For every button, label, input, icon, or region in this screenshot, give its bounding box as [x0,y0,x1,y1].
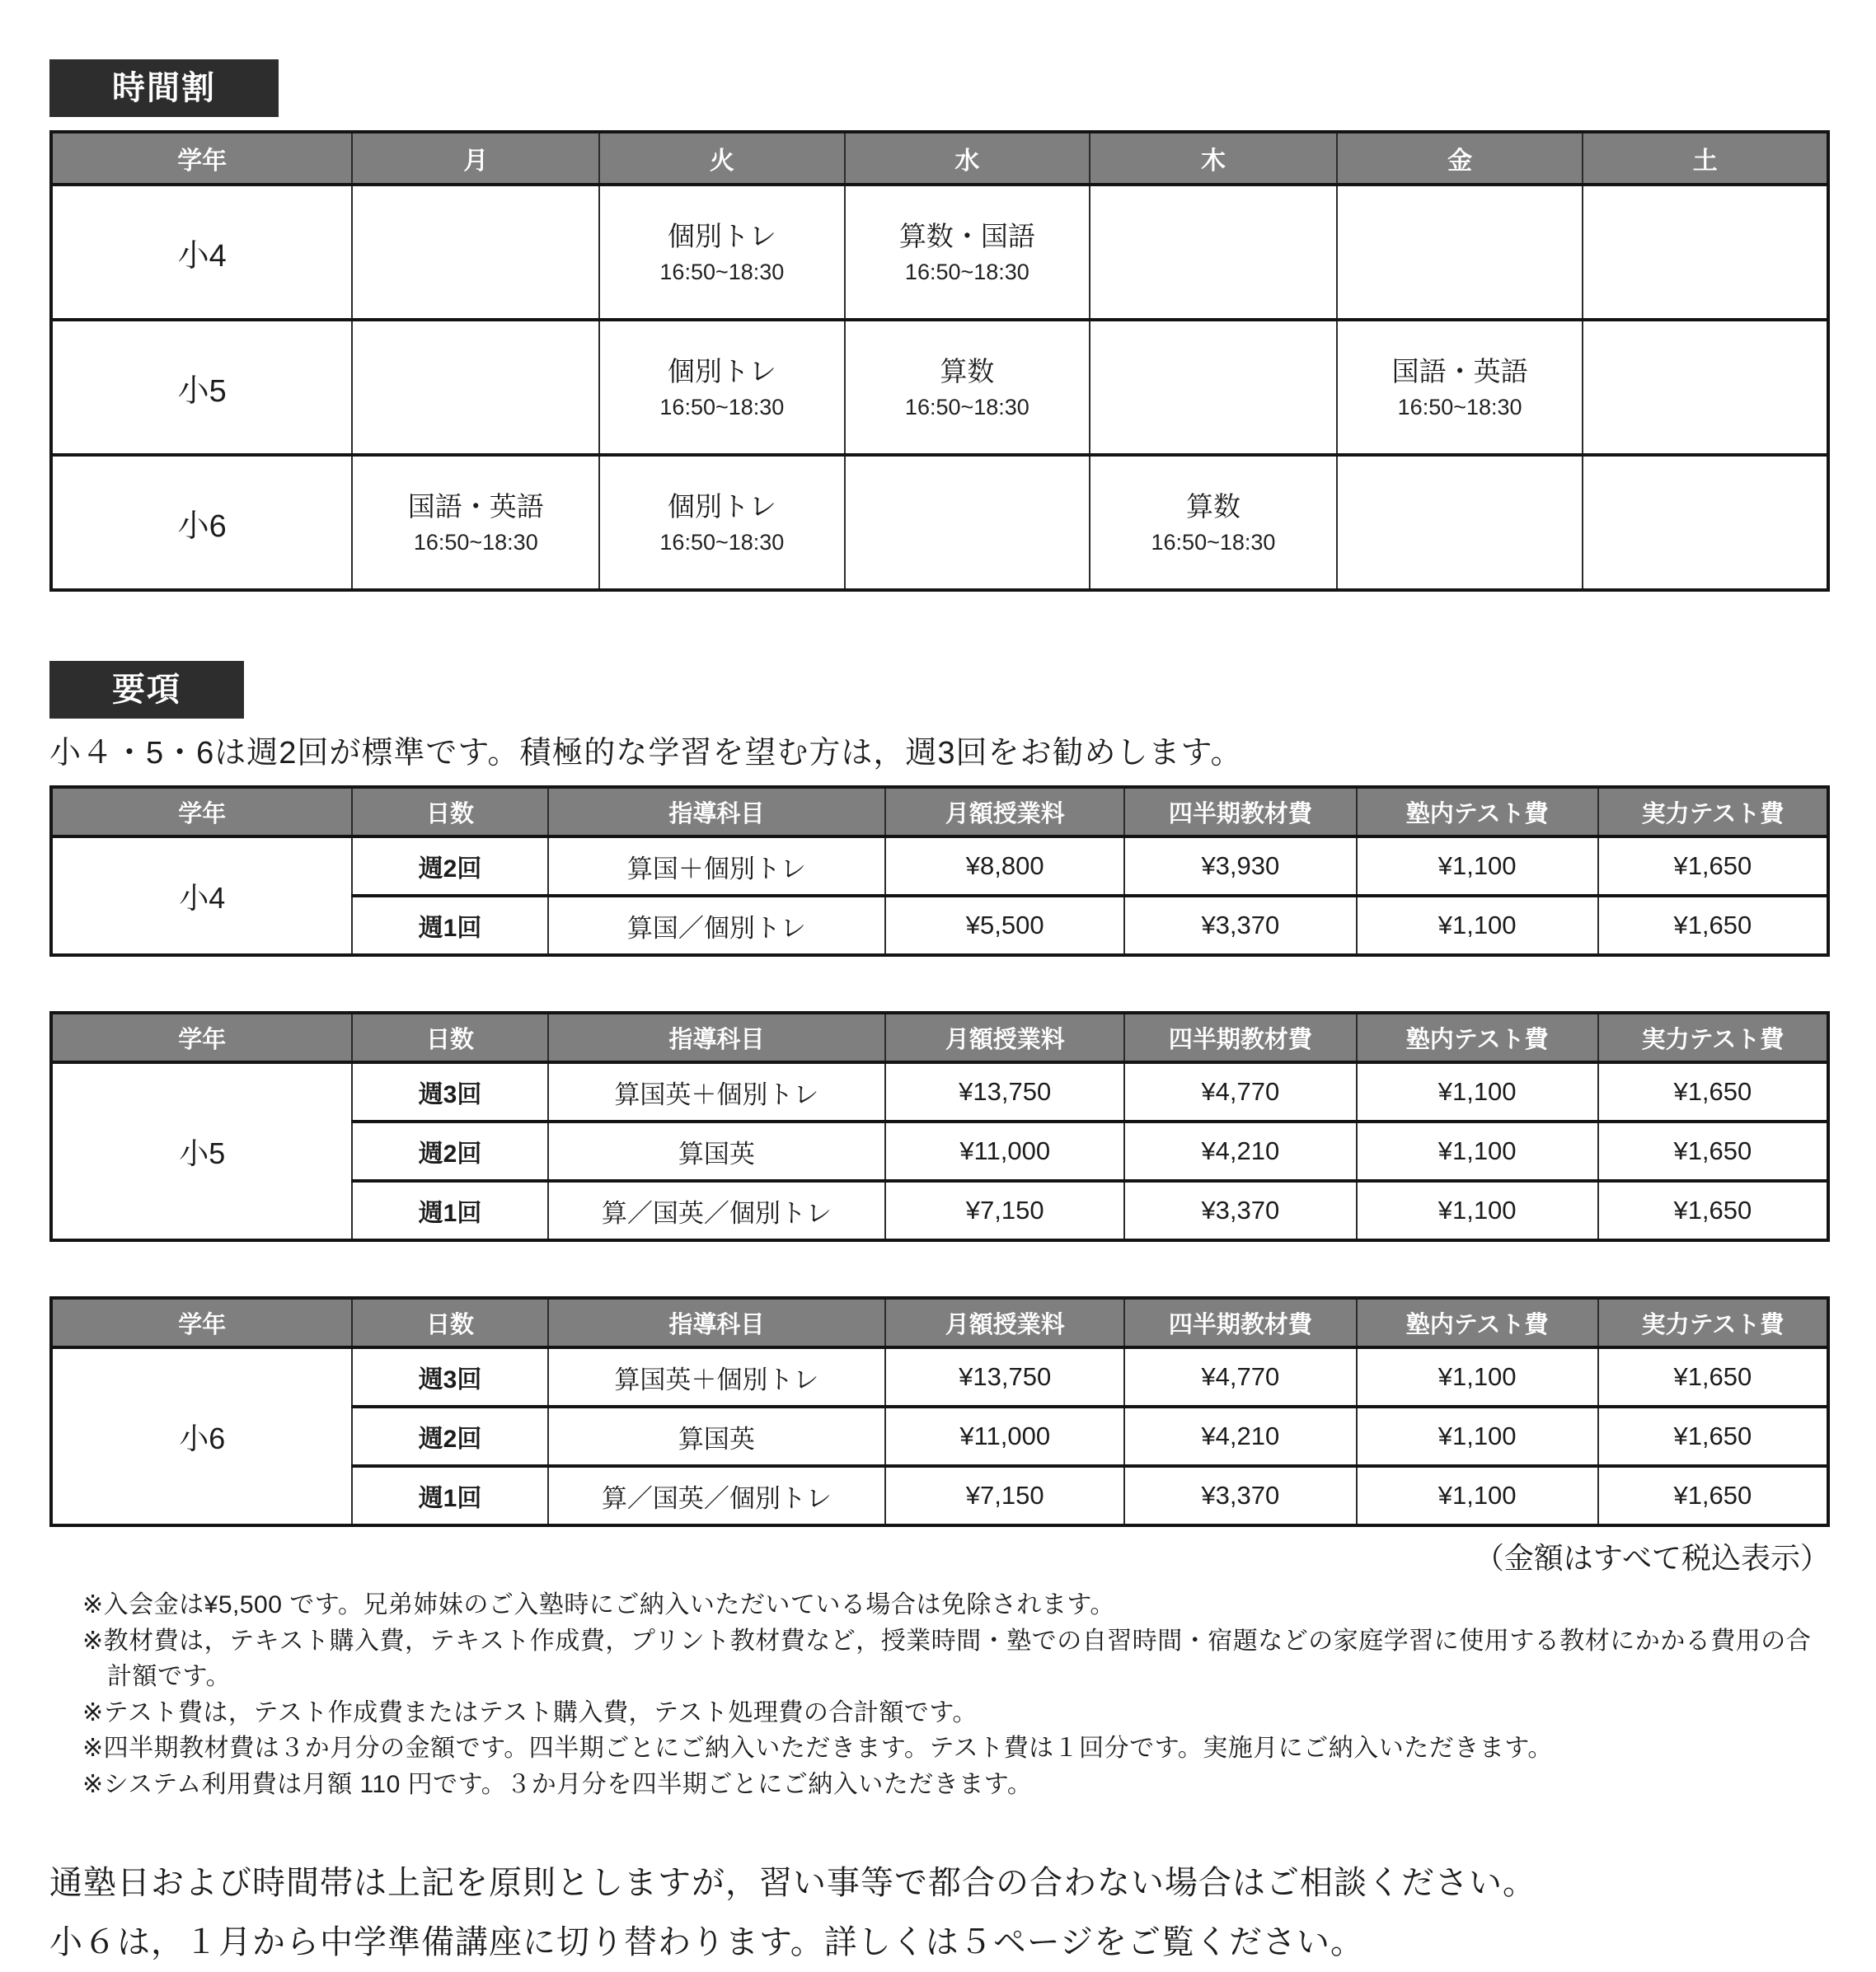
timetable-header-cell: 月 [352,132,599,185]
fee-tables-slot [49,785,1830,1527]
timetable-header-cell: 金 [1337,132,1583,185]
fee-table-gap [49,957,1830,1011]
schedule-cell [845,320,1090,455]
fee-head [51,1013,1828,1062]
materials-fee-cell: ¥3,370 [1124,1466,1356,1525]
fee-body [51,1062,1828,1240]
days-cell: 週2回 [352,1122,547,1181]
materials-fee-cell: ¥4,770 [1124,1062,1356,1122]
fee-body [51,1347,1828,1525]
fee-head [51,1298,1828,1347]
ability-test-fee-cell: ¥1,650 [1598,836,1828,896]
time-text: 16:50~18:30 [413,530,538,555]
fee-header-cell: 学年 [51,1298,352,1347]
juku-test-fee-cell: ¥1,100 [1357,1407,1598,1466]
subjects-cell: 算国英＋個別トレ [548,1347,886,1407]
timetable-row [51,455,1828,590]
fee-header-cell: 月額授業料 [885,787,1124,836]
fee-header-cell: 四半期教材費 [1124,1298,1356,1347]
days-cell: 週3回 [352,1062,547,1122]
grade-cell: 小6 [51,1347,352,1525]
timetable-row [51,185,1828,320]
time-text: 16:50~18:30 [1151,530,1276,555]
fee-header-cell: 月額授業料 [885,1013,1124,1062]
subjects-cell: 算国英 [548,1407,886,1466]
schedule-cell [599,455,845,590]
ability-test-fee-cell: ¥1,650 [1598,1407,1828,1466]
fee-row [51,1062,1828,1122]
subject-text: 個別トレ [667,220,776,251]
materials-fee-cell: ¥3,930 [1124,836,1356,896]
monthly-fee-cell: ¥11,000 [885,1122,1124,1181]
fee-header-cell: 実力テスト費 [1598,787,1828,836]
time-text: 16:50~18:30 [1397,395,1522,420]
fee-header-cell: 実力テスト費 [1598,1013,1828,1062]
timetable-slot [49,130,1830,592]
fee-table-小4 [49,785,1830,957]
days-cell: 週2回 [352,836,547,896]
schedule-cell [352,185,599,320]
grade-cell: 小5 [51,1062,352,1240]
youkou-section-header [49,661,1830,719]
fee-table-小6 [49,1296,1830,1527]
subject-text: 国語・英語 [407,490,544,522]
monthly-fee-cell: ¥8,800 [885,836,1124,896]
schedule-cell [1337,320,1583,455]
intro-text: 小４・5・6は週2回が標準です。積極的な学習を望む方は，週3回をお勧めします。 [49,736,1243,771]
tax-note: （金額はすべて税込表示） [1474,1541,1830,1575]
days-cell: 週3回 [352,1347,547,1407]
fee-header-cell: 日数 [352,787,547,836]
footer [49,1853,1830,1972]
juku-test-fee-cell: ¥1,100 [1357,1062,1598,1122]
subject-text: 個別トレ [667,355,776,386]
fee-header-cell: 指導科目 [548,1298,886,1347]
materials-fee-cell: ¥3,370 [1124,896,1356,955]
schedule-cell [1337,185,1583,320]
fee-header-row [51,787,1828,836]
schedule-cell [1337,455,1583,590]
days-cell: 週1回 [352,1466,547,1525]
timetable-body [51,185,1828,590]
schedule-cell [1583,455,1828,590]
monthly-fee-cell: ¥13,750 [885,1062,1124,1122]
days-cell: 週1回 [352,896,547,955]
note-item: ※入会金は¥5,500 です。兄弟姉妹のご入塾時にご納入いただいている場合は免除されます。 [82,1591,1115,1618]
schedule-cell [352,320,599,455]
timetable-head [51,132,1828,185]
juku-test-fee-cell: ¥1,100 [1357,836,1598,896]
schedule-cell [1090,455,1337,590]
schedule-cell [845,185,1090,320]
subjects-cell: 算／国英／個別トレ [548,1466,886,1525]
timetable-section-header [49,59,1830,117]
fee-header-row [51,1013,1828,1062]
juku-test-fee-cell: ¥1,100 [1357,1122,1598,1181]
materials-fee-cell: ¥4,770 [1124,1347,1356,1407]
fee-row [51,1347,1828,1407]
fee-header-cell: 指導科目 [548,1013,886,1062]
fee-header-cell: 実力テスト費 [1598,1298,1828,1347]
timetable-header-cell: 学年 [51,132,352,185]
schedule-cell [845,455,1090,590]
footer-line: 小６は，１月から中学準備講座に切り替わります。詳しくは５ページをご覧ください。 [49,1924,1364,1960]
schedule-cell [1583,185,1828,320]
fee-header-cell: 月額授業料 [885,1298,1124,1347]
timetable-badge: 時間割 [49,59,279,117]
subjects-cell: 算国＋個別トレ [548,836,886,896]
time-text: 16:50~18:30 [904,395,1029,420]
days-cell: 週1回 [352,1181,547,1240]
schedule-cell [1583,320,1828,455]
fee-table-小5 [49,1011,1830,1242]
fee-header-cell: 塾内テスト費 [1357,787,1598,836]
grade-cell: 小5 [51,320,352,455]
schedule-cell [599,185,845,320]
fee-header-cell: 四半期教材費 [1124,1013,1356,1062]
subject-text: 国語・英語 [1391,355,1528,386]
time-text: 16:50~18:30 [659,395,785,420]
juku-test-fee-cell: ¥1,100 [1357,1181,1598,1240]
timetable-row [51,320,1828,455]
ability-test-fee-cell: ¥1,650 [1598,896,1828,955]
time-text: 16:50~18:30 [659,530,785,555]
timetable-header-cell: 水 [845,132,1090,185]
grade-cell: 小4 [51,836,352,955]
monthly-fee-cell: ¥5,500 [885,896,1124,955]
subjects-cell: 算／国英／個別トレ [548,1181,886,1240]
schedule-cell [1090,320,1337,455]
fee-header-cell: 塾内テスト費 [1357,1298,1598,1347]
timetable-header-cell: 土 [1583,132,1828,185]
monthly-fee-cell: ¥11,000 [885,1407,1124,1466]
monthly-fee-cell: ¥7,150 [885,1466,1124,1525]
subjects-cell: 算国／個別トレ [548,896,886,955]
youkou-badge: 要項 [49,661,244,719]
fee-body [51,836,1828,955]
juku-test-fee-cell: ¥1,100 [1357,1347,1598,1407]
timetable-header-cell: 火 [599,132,845,185]
note-item: ※システム利用費は月額 110 円です。３か月分を四半期ごとにご納入いただきます。 [82,1770,1033,1798]
subject-text: 算数 [1185,490,1241,522]
fee-header-row [51,1298,1828,1347]
fee-table-gap [49,1242,1830,1296]
fee-header-cell: 日数 [352,1298,547,1347]
time-text: 16:50~18:30 [659,260,785,285]
materials-fee-cell: ¥3,370 [1124,1181,1356,1240]
grade-cell: 小4 [51,185,352,320]
subjects-cell: 算国英 [548,1122,886,1181]
note-item: ※四半期教材費は３か月分の金額です。四半期ごとにご納入いただきます。テスト費は１回分です。実施月にご納入いただきます。 [82,1735,1553,1762]
monthly-fee-cell: ¥13,750 [885,1347,1124,1407]
ability-test-fee-cell: ¥1,650 [1598,1181,1828,1240]
time-text: 16:50~18:30 [904,260,1029,285]
grade-cell: 小6 [51,455,352,590]
note-item: ※教材費は，テキスト購入費，テキスト作成費，プリント教材費など，授業時間・塾での自習時間・宿題などの家庭学習に使用する教材にかかる費用の合計額です。 [82,1627,1812,1690]
ability-test-fee-cell: ¥1,650 [1598,1122,1828,1181]
juku-test-fee-cell: ¥1,100 [1357,896,1598,955]
subjects-cell: 算国英＋個別トレ [548,1062,886,1122]
fee-header-cell: 学年 [51,787,352,836]
ability-test-fee-cell: ¥1,650 [1598,1347,1828,1407]
fee-header-cell: 日数 [352,1013,547,1062]
fee-row [51,836,1828,896]
schedule-cell [599,320,845,455]
ability-test-fee-cell: ¥1,650 [1598,1466,1828,1525]
fee-head [51,787,1828,836]
schedule-cell [352,455,599,590]
subject-text: 算数・国語 [898,220,1035,251]
timetable-header-row [51,132,1828,185]
materials-fee-cell: ¥4,210 [1124,1122,1356,1181]
materials-fee-cell: ¥4,210 [1124,1407,1356,1466]
note-item: ※テスト費は，テスト作成費またはテスト購入費，テスト処理費の合計額です。 [82,1698,978,1726]
notes [49,1587,1830,1802]
fee-header-cell: 指導科目 [548,787,886,836]
juku-test-fee-cell: ¥1,100 [1357,1466,1598,1525]
timetable [49,130,1830,592]
days-cell: 週2回 [352,1407,547,1466]
schedule-cell [1090,185,1337,320]
footer-line: 通塾日および時間帯は上記を原則としますが，習い事等で都合の合わない場合はご相談ください。 [49,1865,1536,1901]
fee-header-cell: 四半期教材費 [1124,787,1356,836]
monthly-fee-cell: ¥7,150 [885,1181,1124,1240]
ability-test-fee-cell: ¥1,650 [1598,1062,1828,1122]
subject-text: 個別トレ [667,490,776,522]
timetable-header-cell: 木 [1090,132,1337,185]
subject-text: 算数 [940,355,995,386]
fee-header-cell: 塾内テスト費 [1357,1013,1598,1062]
fee-header-cell: 学年 [51,1013,352,1062]
